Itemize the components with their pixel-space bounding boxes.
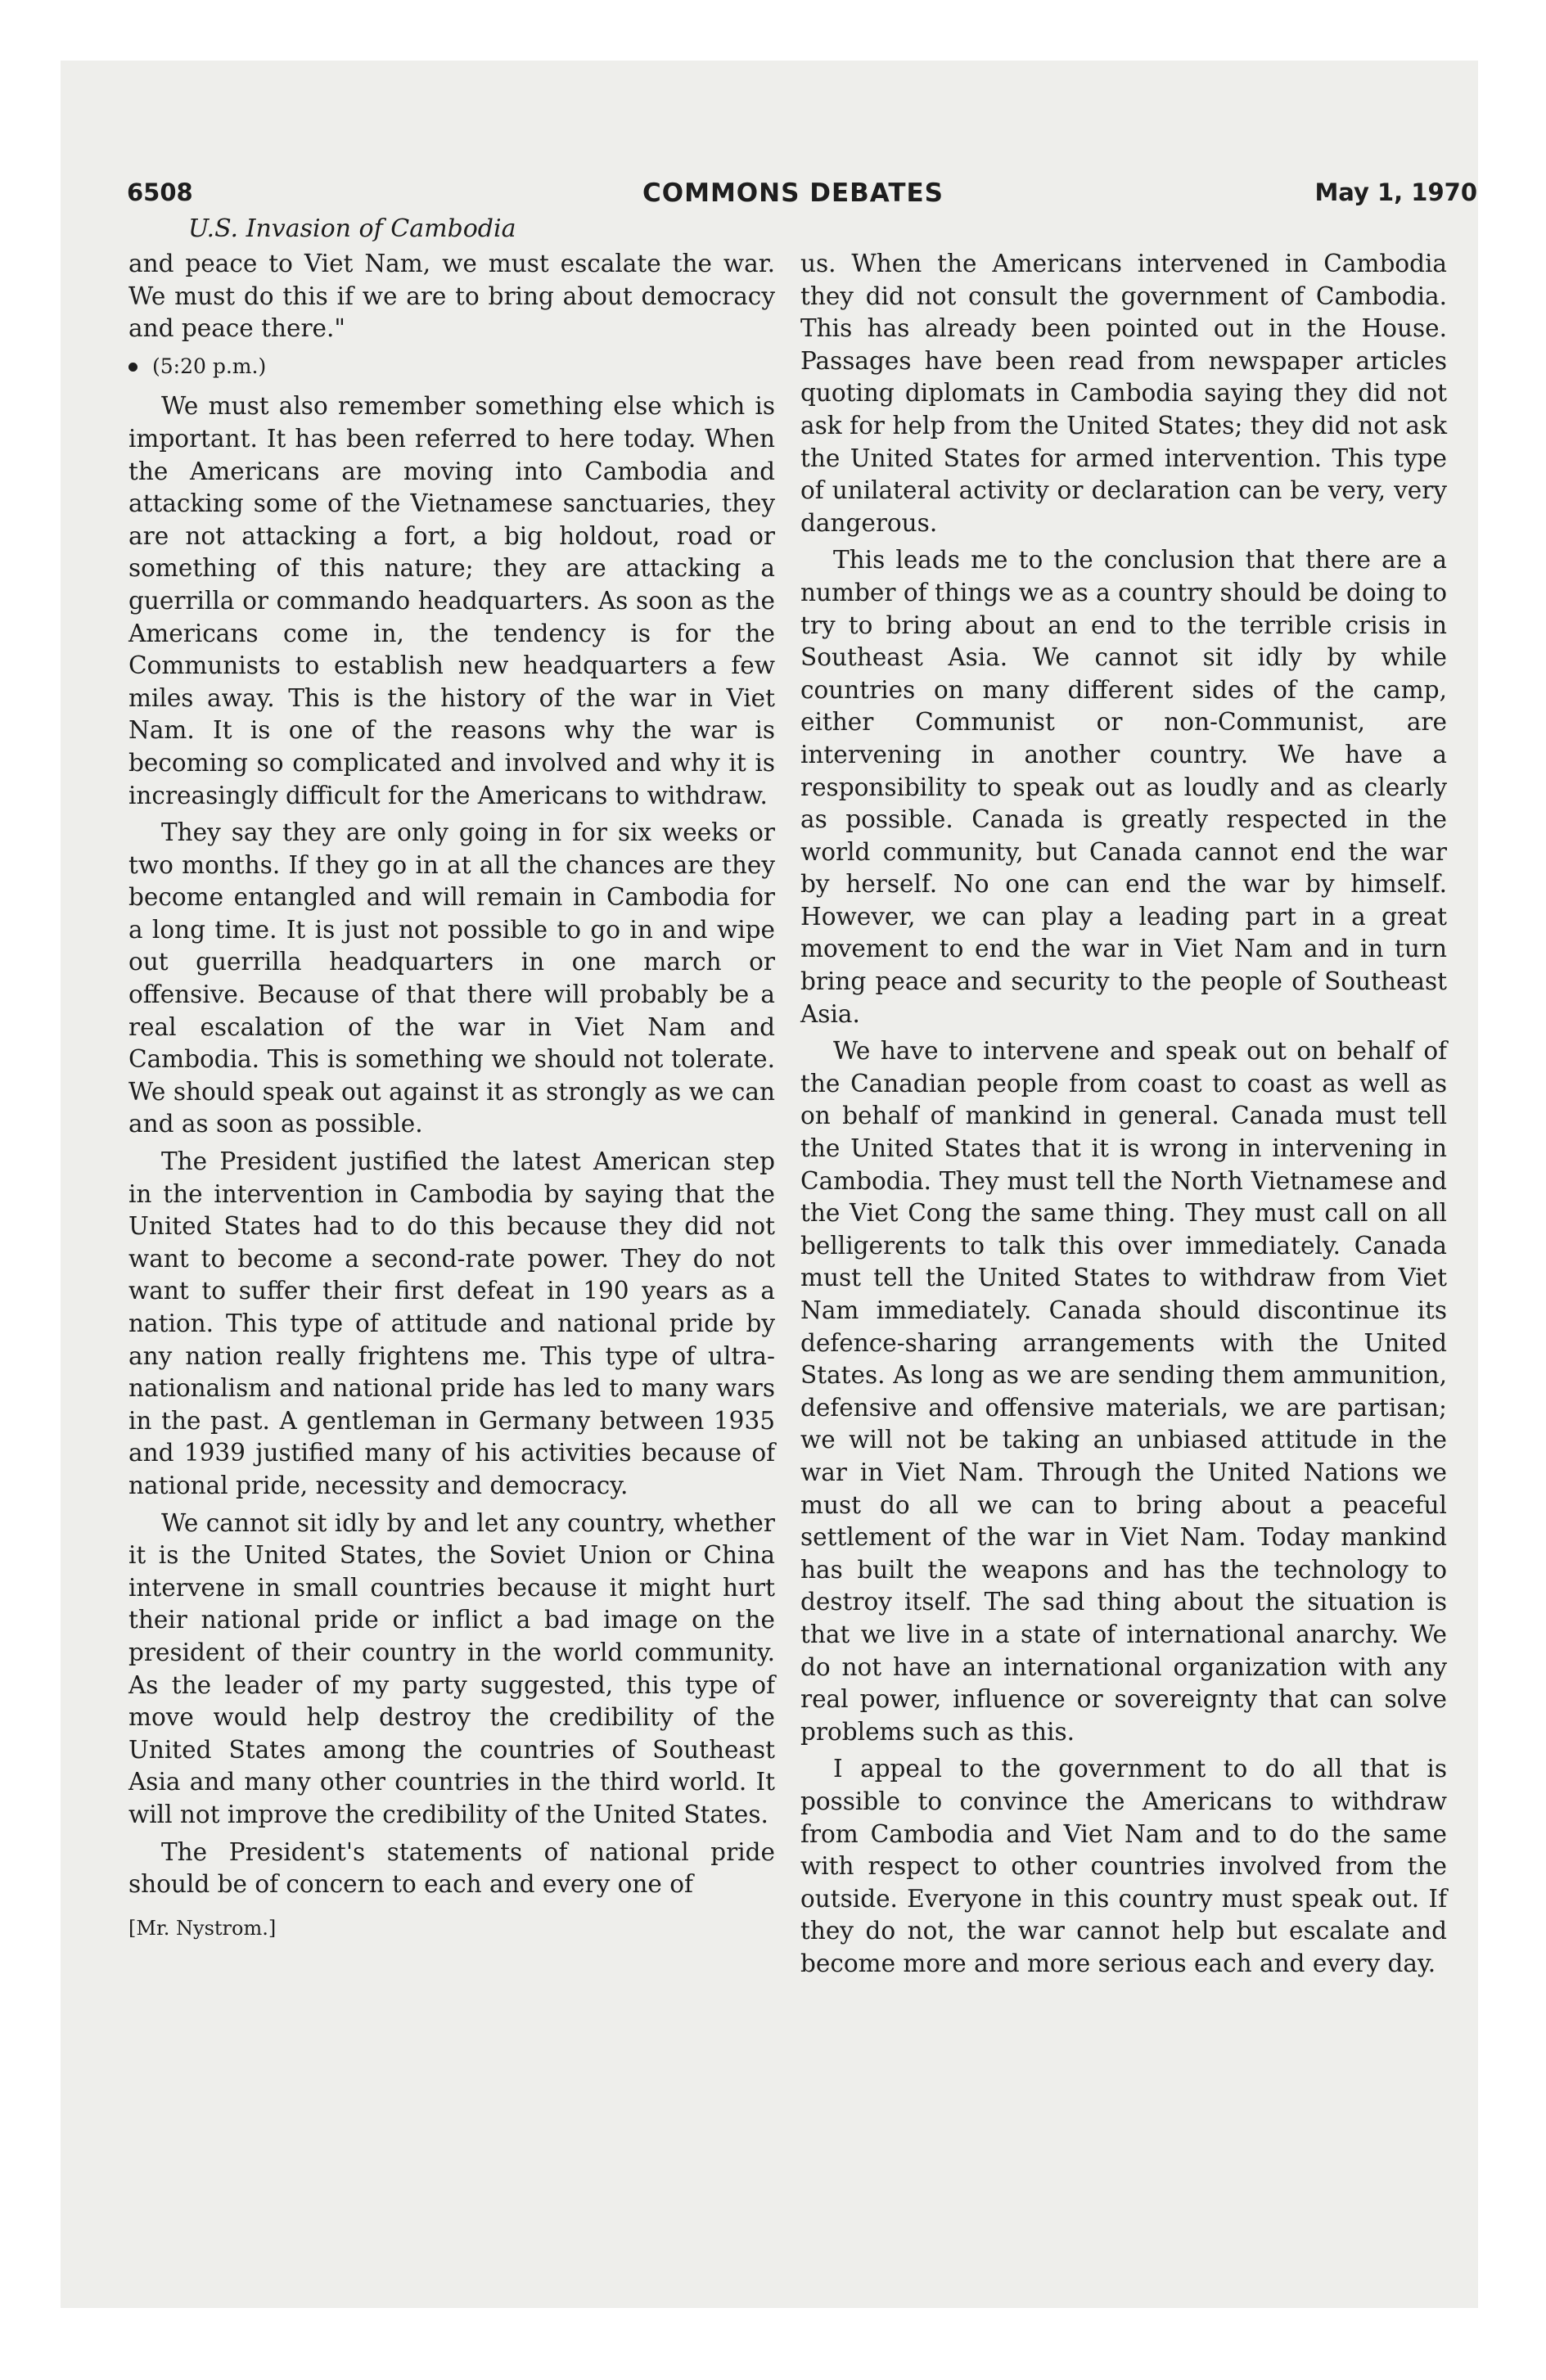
speaker-attribution: [Mr. Nystrom.] (128, 1916, 277, 1940)
time-marker-text: (5:20 p.m.) (152, 354, 267, 378)
right-column (800, 248, 1447, 1985)
paragraph: and peace to Viet Nam, we must escalate the war. We must do this if we are to bring about democracy and peace there." (128, 250, 775, 343)
page-header (127, 178, 1477, 219)
paragraph: This leads me to the conclusion that there are a number of things we as a country should be doing to try to bring about an end to the terrible crisis in Southeast Asia. We cannot sit idly by while countries on many different sides of the camp, either Communist or non-Communist, are intervening in another country. We have a responsibility to speak out as loudly and as clearly as possible. Canada is greatly respected in the world community, but Canada cannot end the war by herself. No one can end the war by himself. However, we can play a leading part in a great movement to end the war in Viet Nam and in turn bring peace and security to the people of Southeast Asia. (800, 546, 1447, 1028)
publication-title: COMMONS DEBATES (642, 178, 944, 208)
page-number: 6508 (127, 178, 193, 206)
time-marker (128, 350, 775, 383)
page-date: May 1, 1970 (1314, 178, 1477, 206)
paragraph: We have to intervene and speak out on behalf of the Canadian people from coast to coast as well as on behalf of mankind in general. Canada must tell the United States that it is wrong in intervening in Cambodia. They must tell the North Vietnamese and the Viet Cong the same thing. They must call on all belligerents to talk this over immediately. Canada must tell the United States to withdraw from Viet Nam immediately. Canada should discontinue its defence-sharing arrangements with the United States. As long as we are sending them ammunition, defensive and offensive materials, we are partisan; we will not be taking an unbiased attitude in the war in Viet Nam. Through the United Nations we must do all we can to bring about a peaceful settlement of the war in Viet Nam. Today mankind has built the weapons and has the technology to destroy itself. The sad thing about the situation is that we live in a state of international anarchy. We do not have an international organization with any real power, influence or sovereignty that can solve problems such as this. (800, 1037, 1447, 1746)
paragraph: us. When the Americans intervened in Cambodia they did not consult the government of Cambodia. This has already been pointed out in the House. Passages have been read from newspaper articles quoting diplomats in Cambodia saying they did not ask for help from the United States; they did not ask the United States for armed intervention. This type of unilateral activity or declaration can be very, very dangerous. (800, 250, 1447, 537)
paragraph: The President justified the latest American step in the intervention in Cambodia by saying that the United States had to do this because they did not want to become a second-rate power. They do not want to suffer their first defeat in 190 years as a nation. This type of attitude and national pride by any nation really frightens me. This type of ultra-nationalism and national pride has led to many wars in the past. A gentleman in Germany between 1935 and 1939 justified many of his activities because of national pride, necessity and democracy. (128, 1147, 775, 1499)
paragraph: I appeal to the government to do all that is possible to convince the Americans to withdraw from Cambodia and Viet Nam and to do the same with respect to other countries involved from the outside. Everyone in this country must speak out. If they do not, the war cannot help but escalate and become more and more serious each and every day. (800, 1755, 1447, 1977)
left-column (128, 248, 775, 1945)
debate-subject: U.S. Invasion of Cambodia (188, 214, 516, 243)
paragraph: The President's statements of national pride should be of concern to each and every one of (128, 1837, 775, 1899)
bullet-icon (128, 363, 137, 372)
paragraph: We cannot sit idly by and let any country, whether it is the United States, the Soviet Union or China intervene in small countries because it might hurt their national pride or inflict a bad image on the president of their country in the world community. As the leader of my party suggested, this type of move would help destroy the credibility of the United States among the countries of Southeast Asia and many other countries in the third world. It will not improve the credibility of the United States. (128, 1508, 775, 1828)
paragraph: They say they are only going in for six weeks or two months. If they go in at all the chances are they become entangled and will remain in Cambodia for a long time. It is just not possible to go in and wipe out guerrilla headquarters in one march or offensive. Because of that there will probably be a real escalation of the war in Viet Nam and Cambodia. This is something we should not tolerate. We should speak out against it as strongly as we can and as soon as possible. (128, 818, 775, 1138)
paragraph: We must also remember something else which is important. It has been referred to here today. When the Americans are moving into Cambodia and attacking some of the Vietnamese sanctuaries, they are not attacking a fort, a big holdout, road or something of this nature; they are attacking a guerrilla or commando headquarters. As soon as the Americans come in, the tendency is for the Communists to establish new headquarters a few miles away. This is the history of the war in Viet Nam. It is one of the reasons why the war is becoming so complicated and involved and why it is increasingly difficult for the Americans to withdraw. (128, 392, 775, 809)
